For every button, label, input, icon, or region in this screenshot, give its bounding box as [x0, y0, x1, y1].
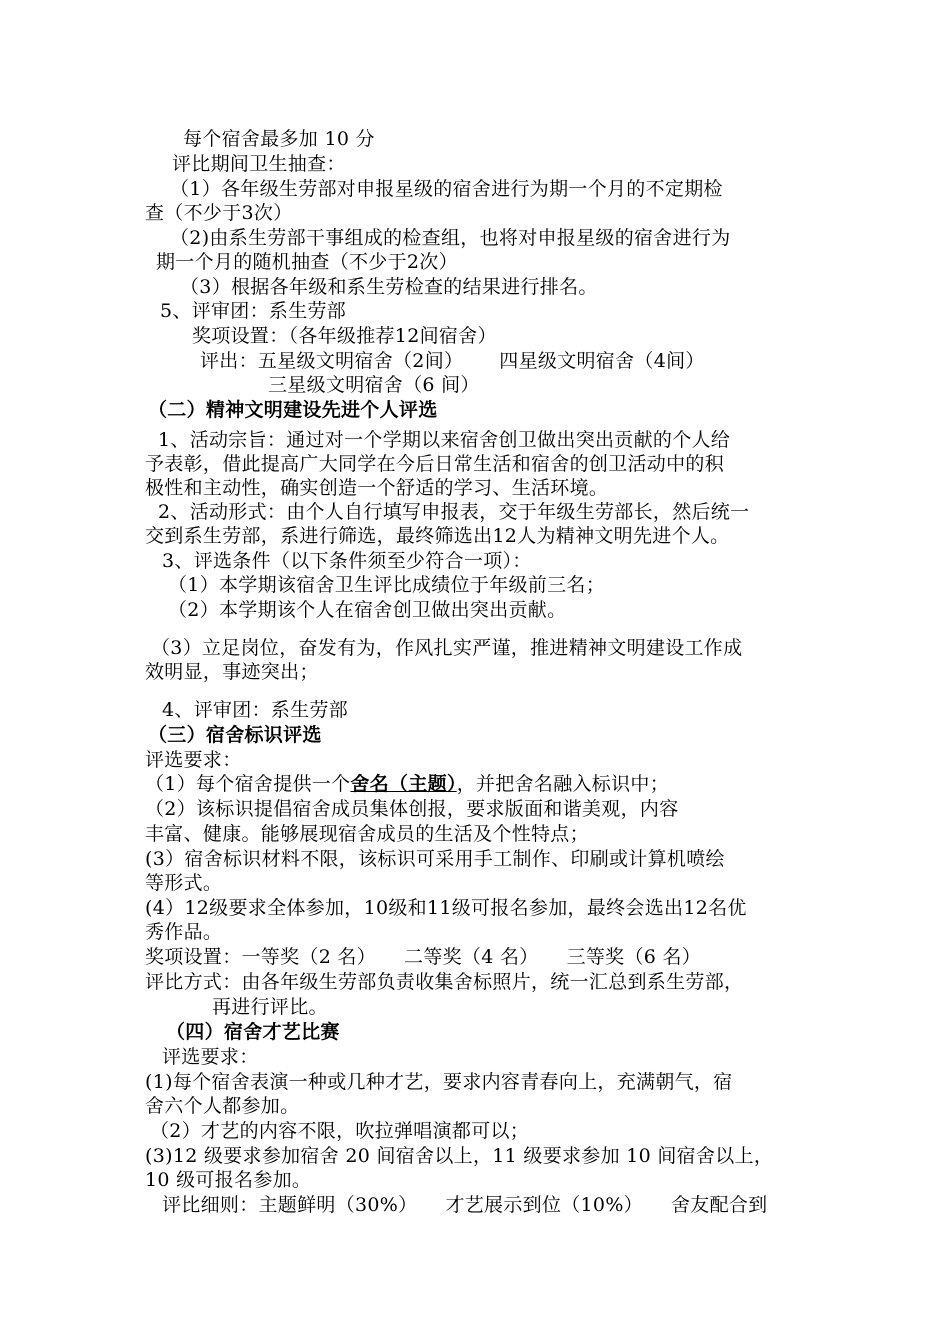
text-line: 评选要求：	[145, 749, 242, 771]
text-line: 3、评选条件（以下条件须至少符合一项）：	[162, 550, 532, 572]
text-line: 5、评审团：系生劳部	[160, 300, 347, 322]
text-line: 评选要求：	[162, 1046, 259, 1068]
text-line: （3）根据各年级和系生劳检查的结果进行排名。	[180, 276, 598, 298]
text-line: 10 级可报名参加。	[145, 1169, 312, 1191]
text-line: 期一个月的随机抽查（不少于2次）	[156, 251, 458, 273]
text-line: 舍六个人都参加。	[145, 1095, 300, 1117]
criteria-teamwork: 舍友配合到	[670, 1194, 768, 1216]
text-line	[145, 945, 701, 969]
text-line: (3)12 级要求参加宿舍 20 间宿舍以上，11 级要求参加 10 间宿舍以上，	[145, 1145, 774, 1167]
text-line: （1）各年级生劳部对申报星级的宿舍进行为期一个月的不定期检	[170, 178, 723, 200]
text-line	[162, 1193, 767, 1217]
award-five-star: 评出：五星级文明宿舍（2间）	[200, 350, 464, 372]
text-line: 交到系生劳部，系进行筛选，最终筛选出12人为精神文明先进个人。	[145, 525, 730, 547]
text-line: (1)每个宿舍表演一种或几种才艺，要求内容青春向上，充满朝气，宿	[145, 1071, 733, 1093]
text-line: 丰富、健康。能够展现宿舍成员的生活及个性特点；	[145, 823, 589, 845]
text-line: 4、评审团：系生劳部	[162, 699, 349, 721]
text-line: 效明显，事迹突出；	[145, 661, 319, 683]
text-line: (4）12级要求全体参加，10级和11级可报名参加，最终会选出12名优	[145, 897, 747, 919]
text-line: （2)由系生劳部干事组成的检查组，也将对申报星级的宿舍进行为	[170, 227, 731, 249]
text-line: 极性和主动性，确实创造一个舒适的学习、生活环境。	[145, 477, 609, 499]
text-line: （2）才艺的内容不限，吹拉弹唱演都可以；	[150, 1120, 530, 1142]
award-four-star: 四星级文明宿舍（4间）	[499, 350, 705, 372]
text-line: （3）立足岗位，奋发有为，作风扎实严谨，推进精神文明建设工作成	[151, 637, 743, 659]
third-prize: 三等奖（6 名）	[566, 946, 702, 968]
text-line: 奖项设置：（各年级推荐12间宿舍）	[192, 325, 497, 347]
text-line: (3）宿舍标识材料不限，该标识可采用手工制作、印刷或计算机喷绘	[145, 848, 725, 870]
first-prize: 奖项设置：一等奖（2 名）	[145, 946, 377, 968]
text-line: （2）本学期该个人在宿舍创卫做出突出贡献。	[168, 599, 567, 621]
text-line: 2、活动形式：由个人自行填写申报表，交于年级生劳部长，然后统一	[158, 501, 750, 523]
text-line	[200, 349, 705, 373]
text-line: 秀作品。	[145, 921, 223, 943]
section-heading: （四）宿舍才艺比赛	[166, 1021, 340, 1043]
criteria-theme: 评比细则：主题鲜明（30%）	[162, 1194, 418, 1216]
text-line: （1）本学期该宿舍卫生评比成绩位于年级前三名；	[168, 574, 605, 596]
text-line: 等形式。	[145, 872, 223, 894]
second-prize: 二等奖（4 名）	[404, 946, 539, 968]
text-line: 每个宿舍最多加 10 分	[183, 128, 375, 150]
text-line: 再进行评比。	[212, 996, 328, 1018]
text-line: 1、活动宗旨：通过对一个学期以来宿舍创卫做出突出贡献的个人给	[158, 429, 731, 451]
criteria-talent: 才艺展示到位（10%）	[445, 1194, 643, 1216]
section-heading: （三）宿舍标识评选	[148, 724, 322, 746]
dorm-name-theme: 舍名（主题）	[350, 773, 457, 795]
text-line: 予表彰，借此提高广大同学在今后日常生活和宿舍的创卫活动中的积	[145, 453, 725, 475]
text-line: 评比期间卫生抽查：	[172, 153, 346, 175]
text-line: 查（不少于3次）	[145, 202, 293, 224]
text-line: （2）该标识提倡宿舍成员集体创报，要求版面和谐美观，内容	[145, 798, 679, 820]
text-line: 评比方式：由各年级生劳部负责收集舍标照片，统一汇总到系生劳部，	[145, 971, 744, 993]
text-line: 三星级文明宿舍（6 间）	[268, 374, 480, 396]
section-heading: （二）精神文明建设先进个人评选	[148, 399, 438, 421]
text-line: （1）每个宿舍提供一个舍名（主题），并把舍名融入标识中；	[145, 773, 670, 795]
